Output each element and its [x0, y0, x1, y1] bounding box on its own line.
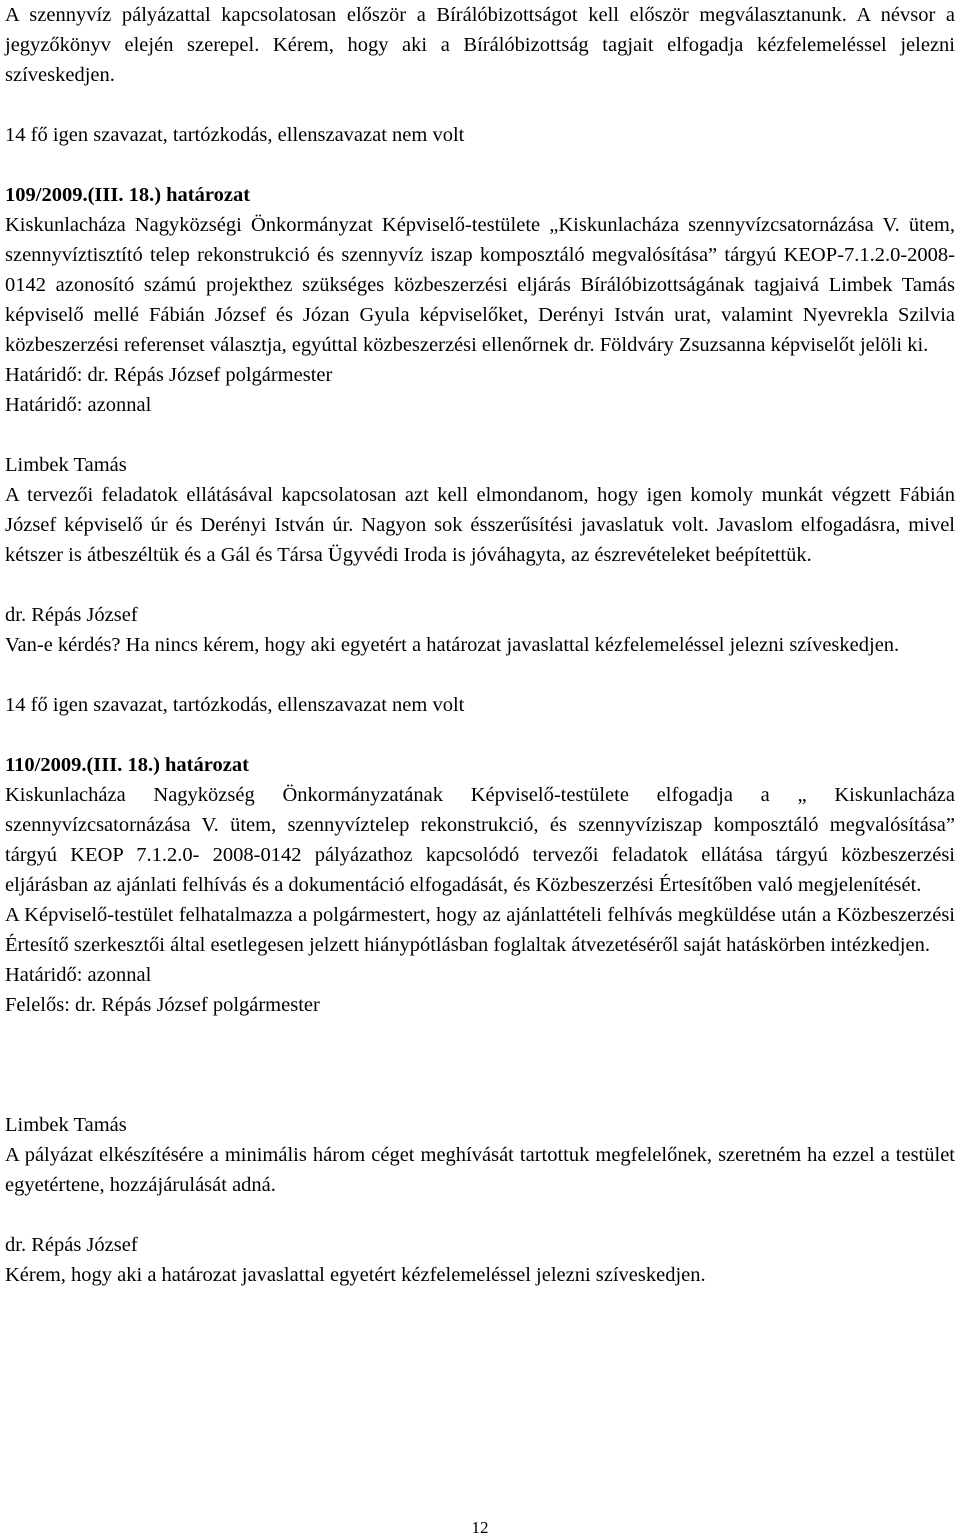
resolution-body: Kiskunlacháza Nagyközség Önkormányzatának Képviselő-testülete elfogadja a „ Kiskunlacháza szennyvízcsatornázása V. ütem, szennyvíztelep rekonstrukció, és szennyvíziszap komposztáló megvalósítása” tárgyú KEOP 7.1.2.0- 2008-0142 pályázathoz kapcsolódó tervezői feladatok ellátása tárgyú közbeszerzési eljárásban az ajánlati felhívás és a dokumentáció elfogadását, és Közbeszerzési Értesítőben való megjelenítését.	[5, 784, 955, 896]
page-number: 12	[471, 1518, 489, 1537]
resolution-deadline: Határidő: azonnal	[5, 394, 152, 416]
speaker-name: Limbek Tamás	[5, 1114, 127, 1136]
resolution-deadline: Határidő: azonnal	[5, 964, 152, 986]
resolution-body-authorization: A Képviselő-testület felhatalmazza a polgármestert, hogy az ajánlattételi felhívás megküldése után a Közbeszerzési Értesítő szerkesztői által esetlegesen jelzett hiánypótlásban foglaltak átvezetéséről saját hatáskörben intézkedjen.	[5, 904, 955, 956]
resolution-body: Kiskunlacháza Nagyközségi Önkormányzat Képviselő-testülete „Kiskunlacháza szennyvízcsatornázása V. ütem, szennyvíztisztító telep rekonstrukció és szennyvíz iszap komposztáló megvalósítása” tárgyú KEOP-7.1.2.0-2008-0142 azonosító számú projekthez szükséges közbeszerzési eljárás Bírálóbizottságának tagjaivá Limbek Tamás képviselő mellé Fábián József és Józan Gyula képviselőket, Derényi István urat, valamint Nyevrekla Szilvia közbeszerzési referenset választja, egyúttal közbeszerzési ellenőrnek dr. Földváry Zsuzsanna képviselőt jelöli ki.	[5, 214, 955, 356]
speaker-statement: Kérem, hogy aki a határozat javaslattal egyetért kézfelemeléssel jelezni szíveskedjen.	[5, 1264, 706, 1286]
vote-result: 14 fő igen szavazat, tartózkodás, ellenszavazat nem volt	[5, 124, 465, 146]
vote-result: 14 fő igen szavazat, tartózkodás, ellenszavazat nem volt	[5, 694, 465, 716]
resolution-title: 110/2009.(III. 18.) határozat	[5, 754, 249, 776]
speaker-statement: Van-e kérdés? Ha nincs kérem, hogy aki egyetért a határozat javaslattal kézfelemeléssel jelezni szíveskedjen.	[5, 634, 900, 656]
resolution-responsible: Határidő: dr. Répás József polgármester	[5, 364, 333, 386]
speaker-name: Limbek Tamás	[5, 454, 127, 476]
intro-paragraph: A szennyvíz pályázattal kapcsolatosan először a Bírálóbizottságot kell először megválasztanunk. A névsor a jegyzőkönyv elején szerepel. Kérem, hogy aki a Bírálóbizottság tagjait elfogadja kézfelemeléssel jelezni szíveskedjen.	[5, 4, 955, 86]
resolution-responsible: Felelős: dr. Répás József polgármester	[5, 994, 320, 1016]
speaker-name: dr. Répás József	[5, 604, 138, 626]
resolution-title: 109/2009.(III. 18.) határozat	[5, 184, 251, 206]
speaker-name: dr. Répás József	[5, 1234, 138, 1256]
speaker-statement: A pályázat elkészítésére a minimális három céget meghívását tartottuk megfelelőnek, szeretném ha ezzel a testület egyetértene, hozzájárulását adná.	[5, 1144, 955, 1196]
document-body	[5, 0, 955, 1290]
speaker-statement: A tervezői feladatok ellátásával kapcsolatosan azt kell elmondanom, hogy igen komoly munkát végzett Fábián József képviselő úr és Derényi István úr. Nagyon sok ésszerűsítési javaslatuk volt. Javaslom elfogadásra, mivel kétszer is átbeszéltük és a Gál és Társa Ügyvédi Iroda is jóváhagyta, az észrevételeket beépítettük.	[5, 484, 955, 566]
